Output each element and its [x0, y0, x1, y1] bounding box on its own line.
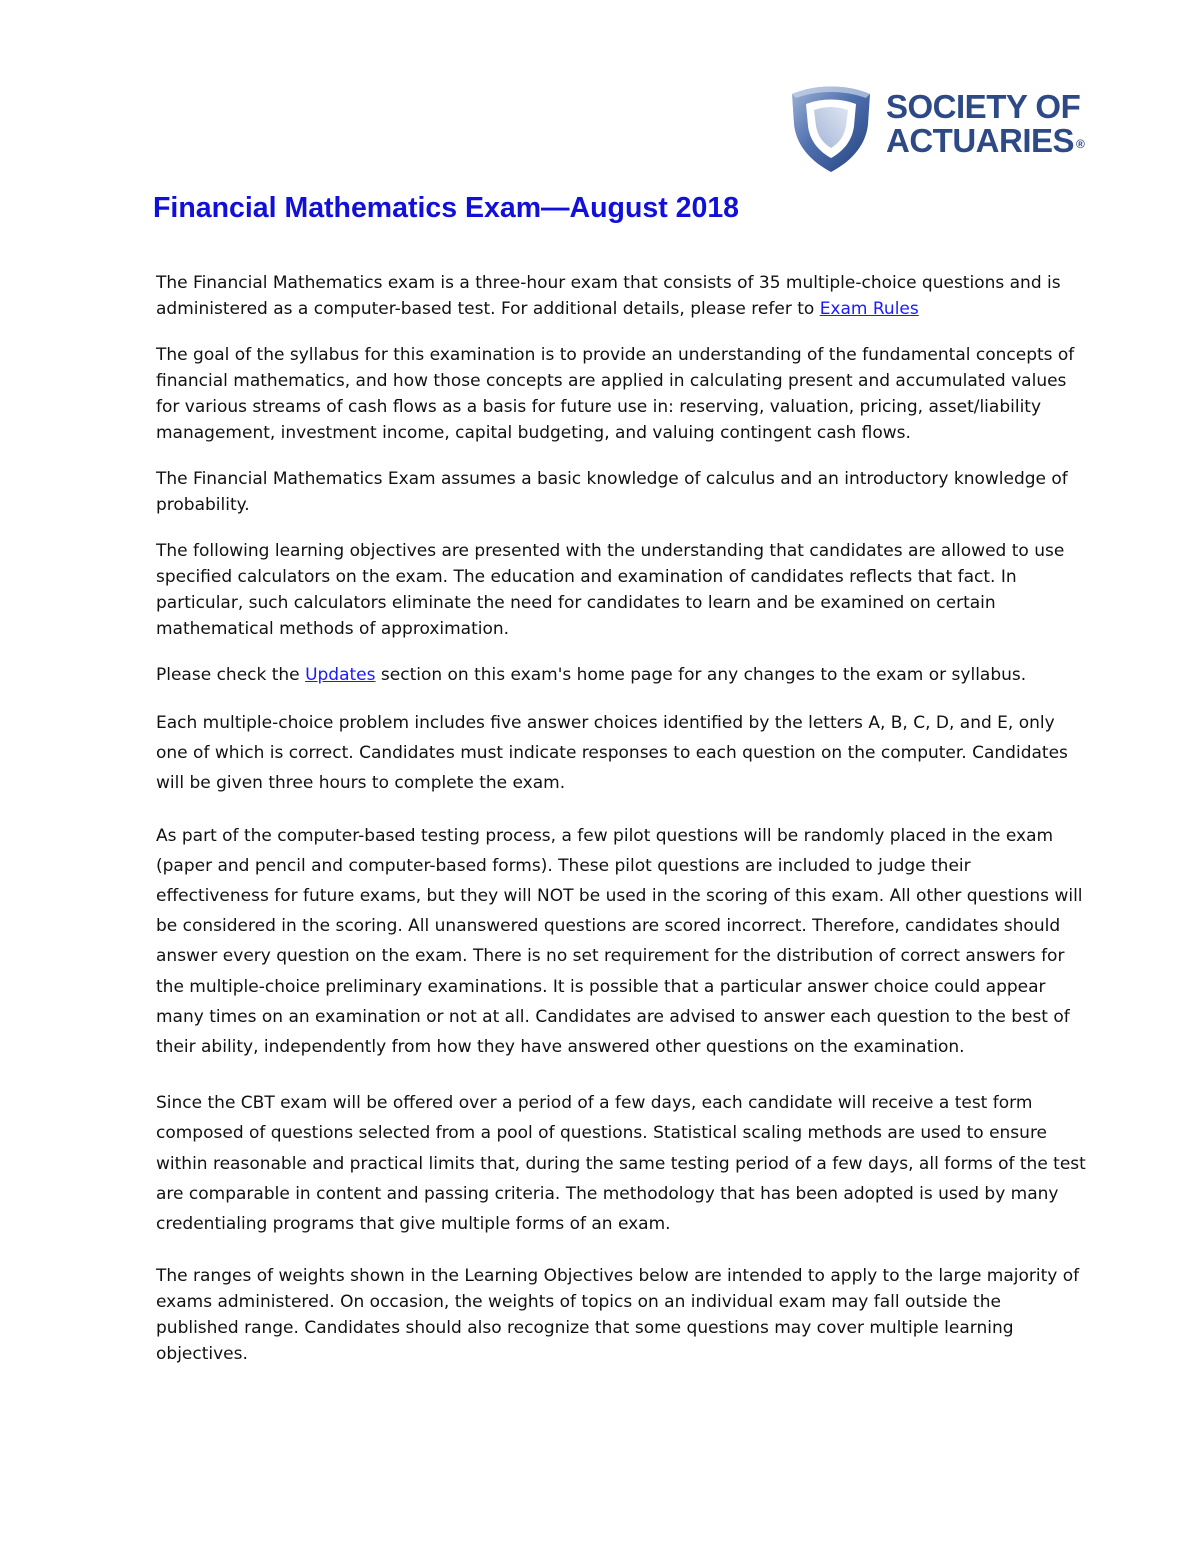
paragraph-text: The Financial Mathematics exam is a three-hour exam that consists of 35 multiple-choice questions and is administered as a computer-based test. For additional details, please refer to	[156, 273, 1061, 319]
logo-line-2: ACTUARIES	[886, 122, 1075, 159]
paragraph-topic-weights: The ranges of weights shown in the Learning Objectives below are intended to apply to the large majority of exams administered. On occasion, the weights of topics on an individual exam may fall outside the published range. Candidates should also recognize that some questions may cover multiple learning objectives.	[156, 1266, 1080, 1365]
logo-line-1: SOCIETY OF	[886, 88, 1081, 125]
paragraph-cbt-scaling: Since the CBT exam will be offered over a period of a few days, each candidate will receive a test form composed of questions selected from a pool of questions. Statistical scaling methods are used to ensure within reasonable and practical limits that, during the same testing period of a few days, all forms of the test are comparable in content and passing criteria. The methodology that has been adopted is used by many credentialing programs that give multiple forms of an exam.	[156, 1093, 1086, 1235]
paragraph-multiple-choice: Each multiple-choice problem includes five answer choices identified by the letters A, B, C, D, and E, only one of which is correct. Candidates must indicate responses to each question on the computer. Candidates will be given three hours to complete the exam.	[156, 713, 1068, 794]
updates-link[interactable]: Updates	[305, 665, 376, 685]
paragraph-prerequisites: The Financial Mathematics Exam assumes a basic knowledge of calculus and an introductory knowledge of probability.	[156, 469, 1068, 515]
registered-mark: ®	[1076, 137, 1085, 151]
exam-rules-link[interactable]: Exam Rules	[819, 299, 919, 319]
paragraph-pilot-questions: As part of the computer-based testing process, a few pilot questions will be randomly placed in the exam (paper and pencil and computer-based forms). These pilot questions are included to judge their effectiveness for future exams, but they will NOT be used in the scoring of this exam. All other questions will be considered in the scoring. All unanswered questions are scored incorrect. Therefore, candidates should answer every question on the exam. There is no set requirement for the distribution of correct answers for the multiple-choice preliminary examinations. It is possible that a particular answer choice could appear many times on an examination or not at all. Candidates are advised to answer each question to the best of their ability, independently from how they have answered other questions on the examination.	[156, 825, 1083, 1058]
paragraph-learning-objectives: The following learning objectives are presented with the understanding that candidates are allowed to use specified calculators on the exam. The education and examination of candidates reflects that fact. In particular, such calculators eliminate the need for candidates to learn and be examined on certain mathematical methods of approximation.	[156, 541, 1065, 639]
society-of-actuaries-logo	[786, 80, 1085, 176]
paragraph-syllabus-goal: The goal of the syllabus for this examination is to provide an understanding of the fundamental concepts of financial mathematics, and how those concepts are applied in calculating present and accumulated values for various streams of cash flows as a basis for future use in: reserving, valuation, pricing, asset/liability management, investment income, capital budgeting, and valuing contingent cash flows.	[156, 345, 1075, 443]
page-title: Financial Mathematics Exam—August 2018	[153, 192, 740, 224]
paragraph-updates	[156, 662, 1086, 688]
paragraph-text: section on this exam's home page for any changes to the exam or syllabus.	[375, 665, 1027, 685]
shield-logo-icon	[786, 80, 876, 174]
paragraph-exam-overview	[156, 270, 1086, 322]
document-body	[156, 270, 1086, 1367]
paragraph-text: Please check the	[156, 665, 306, 685]
